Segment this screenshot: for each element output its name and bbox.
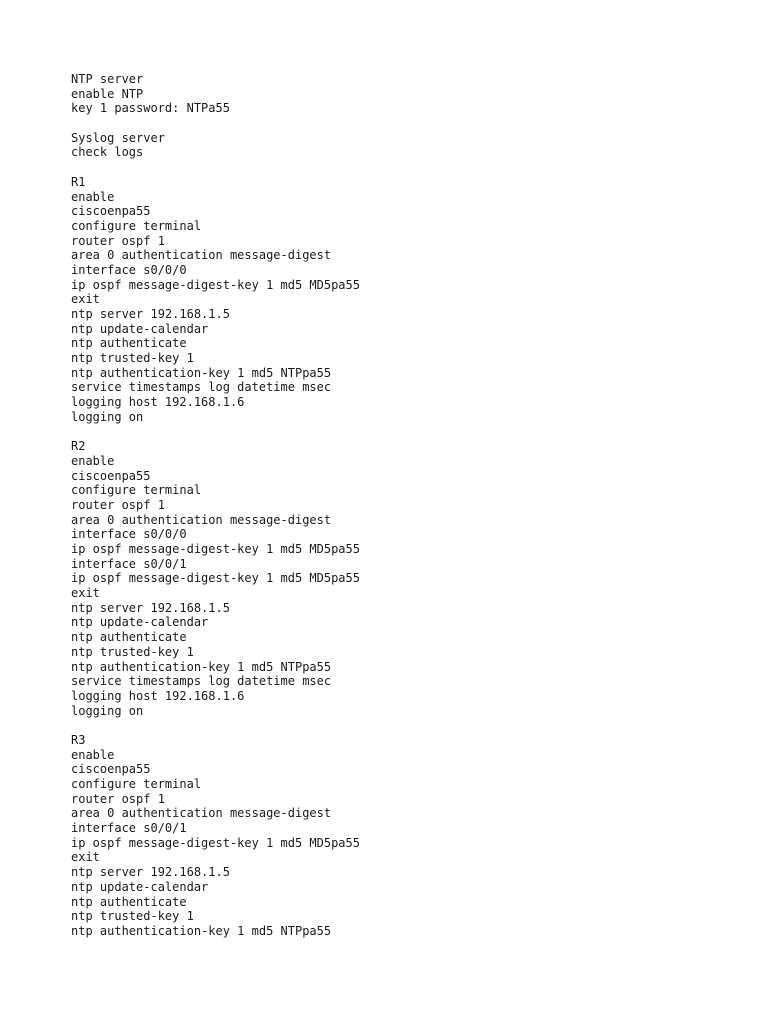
- config-line: ip ospf message-digest-key 1 md5 MD5pa55: [71, 542, 360, 556]
- section-r2: [71, 439, 751, 718]
- config-line: ntp trusted-key 1: [71, 644, 194, 659]
- section-heading: R3: [71, 732, 86, 747]
- section-r1: [71, 175, 751, 425]
- config-line: ntp authentication-key 1 md5 NTPpa55: [71, 923, 332, 938]
- config-line: ciscoenpa55: [71, 204, 151, 219]
- config-line: ntp server 192.168.1.5: [71, 307, 230, 321]
- config-line: ip ospf message-digest-key 1 md5 MD5pa55: [71, 835, 360, 850]
- config-line: enable NTP: [71, 86, 144, 101]
- config-line: configure terminal: [71, 218, 202, 233]
- config-line: ntp trusted-key 1: [71, 351, 194, 366]
- config-line: ntp authenticate: [71, 336, 187, 351]
- config-line: ip ospf message-digest-key 1 md5 MD5pa55: [71, 277, 360, 292]
- config-line: ntp server 192.168.1.5: [71, 865, 230, 880]
- config-line: area 0 authentication message-digest: [71, 512, 332, 527]
- config-line: exit: [71, 292, 100, 307]
- blank-line: [71, 425, 751, 440]
- config-line: check logs: [71, 145, 144, 160]
- config-line: service timestamps log datetime msec: [71, 674, 332, 689]
- config-line: ciscoenpa55: [71, 762, 151, 777]
- config-line: area 0 authentication message-digest: [71, 248, 332, 263]
- config-line: ciscoenpa55: [71, 468, 151, 483]
- blank-line: [71, 718, 751, 733]
- config-line: configure terminal: [71, 777, 202, 791]
- config-line: exit: [71, 850, 100, 865]
- blank-line: [71, 160, 751, 175]
- section-r3: [71, 733, 751, 939]
- config-line: logging on: [71, 409, 144, 424]
- config-line: logging host 192.168.1.6: [71, 395, 245, 410]
- config-line: area 0 authentication message-digest: [71, 806, 332, 821]
- section-heading: R2: [71, 439, 86, 454]
- config-line: interface s0/0/1: [71, 556, 187, 571]
- config-line: enable: [71, 189, 115, 204]
- section-heading: Syslog server: [71, 130, 165, 145]
- config-line: ip ospf message-digest-key 1 md5 MD5pa55: [71, 571, 360, 586]
- config-line: ntp authentication-key 1 md5 NTPpa55: [71, 365, 332, 380]
- config-line: configure terminal: [71, 483, 202, 498]
- section-heading: NTP server: [71, 72, 144, 86]
- config-line: interface s0/0/1: [71, 821, 187, 836]
- document-body: [71, 72, 751, 939]
- config-line: logging host 192.168.1.6: [71, 688, 245, 703]
- config-line: ntp server 192.168.1.5: [71, 600, 230, 615]
- config-line: ntp authentication-key 1 md5 NTPpa55: [71, 659, 332, 674]
- config-line: router ospf 1: [71, 497, 165, 512]
- config-line: ntp authenticate: [71, 630, 187, 645]
- config-line: interface s0/0/0: [71, 262, 187, 277]
- config-line: enable: [71, 747, 115, 762]
- config-line: logging on: [71, 703, 144, 718]
- config-line: ntp update-calendar: [71, 321, 209, 336]
- config-line: enable: [71, 453, 115, 468]
- config-line: service timestamps log datetime msec: [71, 380, 332, 395]
- config-line: interface s0/0/0: [71, 527, 187, 542]
- config-line: router ospf 1: [71, 233, 165, 248]
- config-line: ntp update-calendar: [71, 615, 209, 630]
- config-line: ntp authenticate: [71, 894, 187, 909]
- config-line: ntp trusted-key 1: [71, 909, 194, 924]
- config-line: exit: [71, 586, 100, 601]
- config-line: ntp update-calendar: [71, 879, 209, 894]
- section-syslog-server: [71, 131, 751, 160]
- config-line: router ospf 1: [71, 791, 165, 806]
- section-heading: R1: [71, 174, 86, 189]
- config-line: key 1 password: NTPa55: [71, 101, 230, 116]
- blank-line: [71, 116, 751, 131]
- section-ntp-server: [71, 72, 751, 116]
